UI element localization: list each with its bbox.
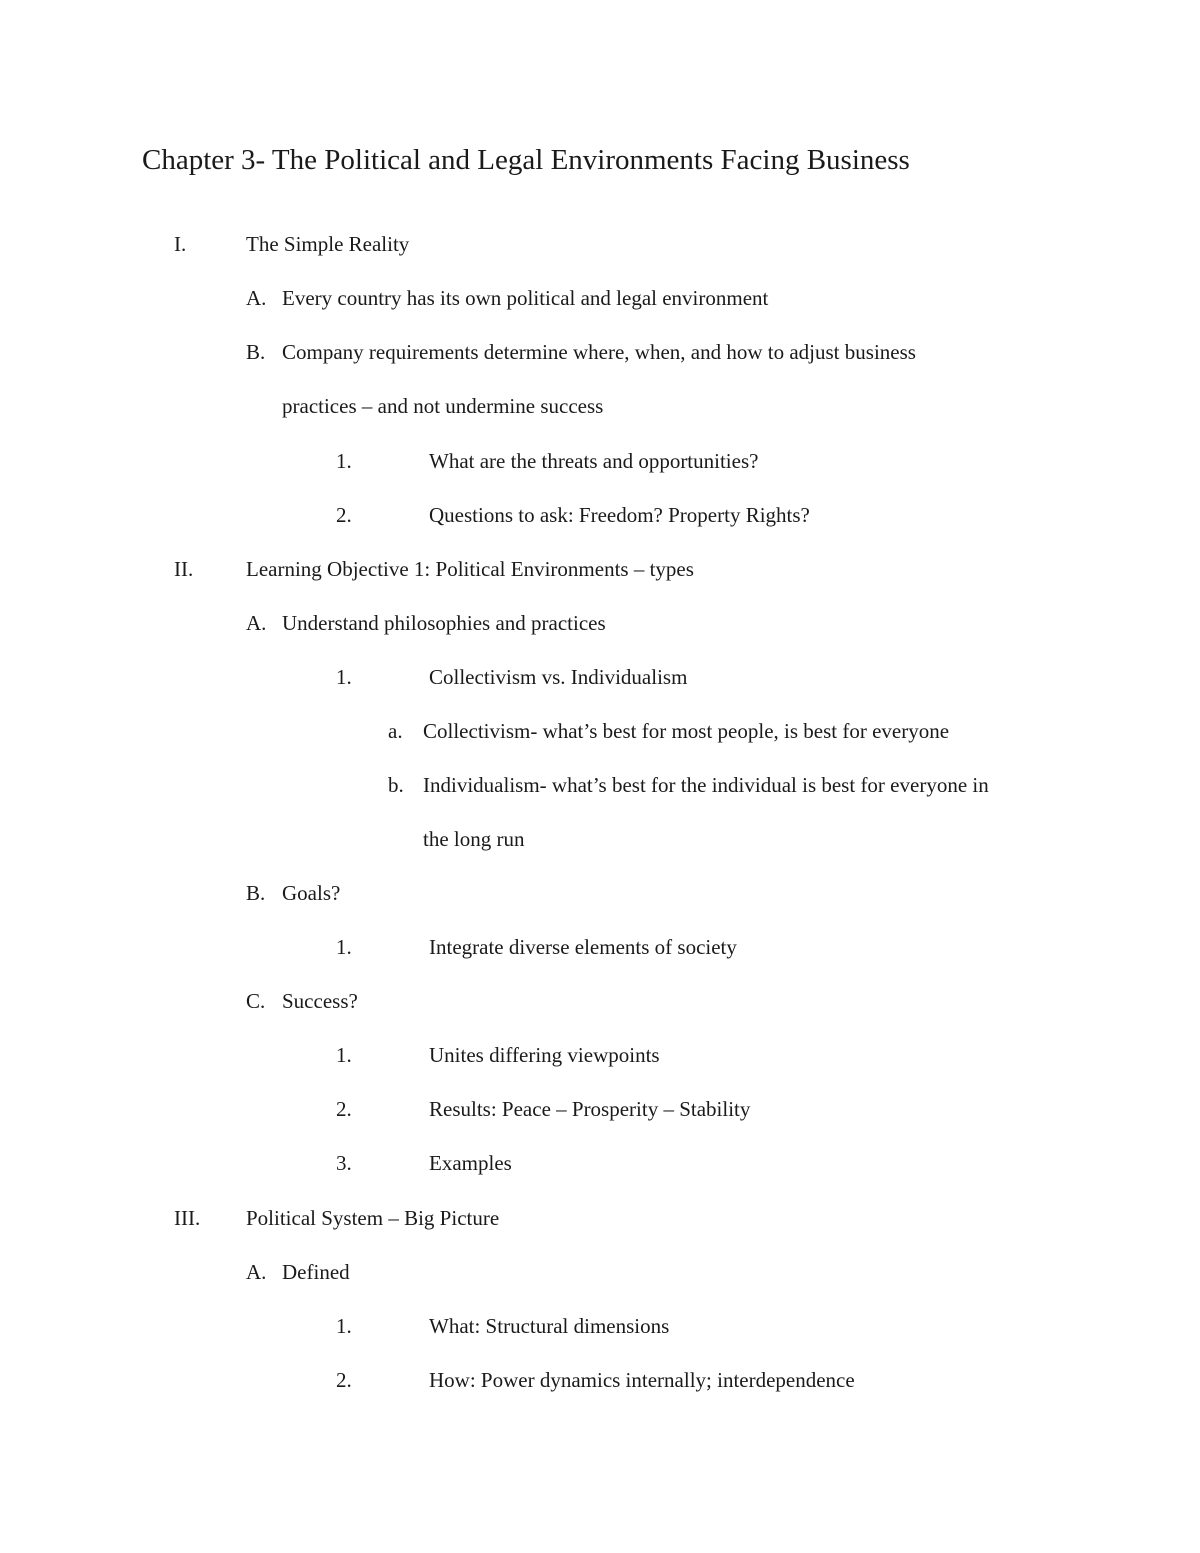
outline-marker: C.: [246, 989, 266, 1013]
outline-heading: Learning Objective 1: Political Environments – types: [246, 557, 694, 581]
outline-item-continuation: practices – and not undermine success: [282, 394, 604, 418]
outline-marker: 1.: [336, 1043, 352, 1067]
outline-marker: III.: [174, 1206, 201, 1230]
outline-item: Defined: [282, 1260, 350, 1284]
outline-item: Every country has its own political and legal environment: [282, 286, 769, 310]
outline-subitem: Examples: [429, 1151, 512, 1175]
outline-subsubitem-continuation: the long run: [423, 827, 525, 851]
outline-subitem: Collectivism vs. Individualism: [429, 665, 688, 689]
outline-item: Understand philosophies and practices: [282, 611, 606, 635]
outline-subitem: Integrate diverse elements of society: [429, 935, 737, 959]
outline-subitem: What: Structural dimensions: [429, 1314, 670, 1338]
outline-subitem: How: Power dynamics internally; interdependence: [429, 1368, 855, 1392]
outline-subitem: Unites differing viewpoints: [429, 1043, 660, 1067]
outline-marker: 1.: [336, 449, 352, 473]
outline-item: Success?: [282, 989, 358, 1013]
outline-marker: A.: [246, 1260, 267, 1284]
outline-marker: B.: [246, 881, 266, 905]
outline-marker: II.: [174, 557, 194, 581]
document-title: Chapter 3- The Political and Legal Environments Facing Business: [142, 144, 910, 176]
outline-subitem: Results: Peace – Prosperity – Stability: [429, 1097, 751, 1121]
outline-marker: a.: [388, 719, 403, 743]
outline-subsubitem: Individualism- what’s best for the individual is best for everyone in: [423, 773, 989, 797]
outline-marker: B.: [246, 340, 266, 364]
outline-marker: 2.: [336, 503, 352, 527]
outline-marker: A.: [246, 286, 267, 310]
outline-marker: 1.: [336, 935, 352, 959]
outline-subsubitem: Collectivism- what’s best for most people, is best for everyone: [423, 719, 950, 743]
outline-heading: The Simple Reality: [246, 232, 410, 256]
outline-marker: b.: [388, 773, 404, 797]
outline-marker: 1.: [336, 1314, 352, 1338]
outline-subitem: Questions to ask: Freedom? Property Rights?: [429, 503, 810, 527]
outline-marker: I.: [174, 232, 187, 256]
outline-marker: 3.: [336, 1151, 352, 1175]
outline-marker: A.: [246, 611, 267, 635]
outline-marker: 1.: [336, 665, 352, 689]
outline-marker: 2.: [336, 1368, 352, 1392]
outline-subitem: What are the threats and opportunities?: [429, 449, 759, 473]
outline-item: Goals?: [282, 881, 341, 905]
outline-marker: 2.: [336, 1097, 352, 1121]
outline-item: Company requirements determine where, when, and how to adjust business: [282, 340, 916, 364]
outline-heading: Political System – Big Picture: [246, 1206, 500, 1230]
